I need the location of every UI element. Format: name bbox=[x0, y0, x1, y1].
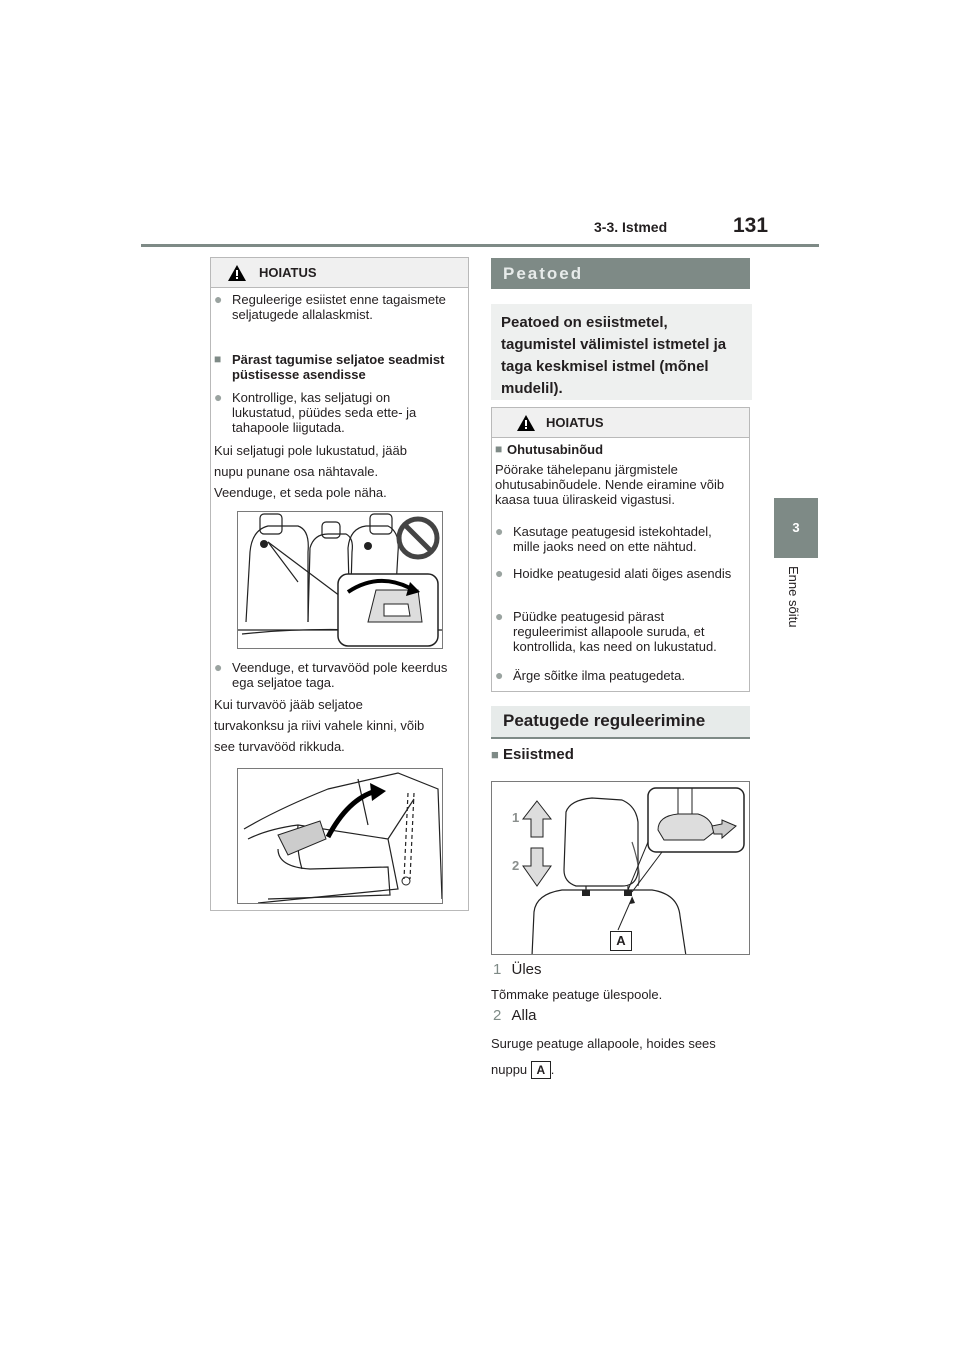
bullet-dot-icon: ● bbox=[214, 291, 223, 307]
seatbelt-illustration bbox=[237, 768, 443, 904]
bullet-item: ● Ärge sõitke ilma peatugedeta. bbox=[495, 667, 685, 683]
item-label: Üles bbox=[511, 961, 542, 978]
bullet-item: ● Veenduge, et turvavööd pole keerdus ega seljatoe taga. bbox=[214, 659, 448, 690]
list-item bbox=[493, 961, 542, 978]
figure-label-2: 2 bbox=[512, 858, 520, 873]
label-badge-a: A bbox=[531, 1061, 551, 1079]
bullet-item: ● Reguleerige esiistet enne tagaismete seljatugede allalaskmist. bbox=[214, 291, 446, 322]
warning-header bbox=[492, 408, 749, 438]
item-description: Suruge peatuge allapoole, hoides sees bbox=[491, 1036, 716, 1051]
warning-title: HOIATUS bbox=[259, 265, 317, 280]
item-label: Alla bbox=[511, 1007, 537, 1024]
seat-lock-drawing bbox=[238, 512, 443, 649]
bullet-dot-icon: ● bbox=[495, 565, 504, 581]
figure-label-a: A bbox=[610, 931, 632, 951]
list-item bbox=[493, 1007, 537, 1024]
sub-heading: ■ Ohutusabinõud bbox=[495, 442, 604, 457]
warning-triangle-icon bbox=[227, 264, 247, 282]
bullet-item: ● Kontrollige, kas seljatugi on lukustatud, püüdes seda ette- ja tahapoole liigutada. bbox=[214, 389, 417, 435]
paragraph: Pöörake tähelepanu järgmistele ohutusabinõudele. Nende eiramine võib kaasa tuua üliraskeid vigastusi. bbox=[495, 462, 725, 507]
bullet-item: ● Püüdke peatugesid pärast reguleerimist allapoole suruda, et kontrollida, kas need on lukustatud. bbox=[495, 608, 717, 654]
figure-label-1: 1 bbox=[512, 810, 520, 825]
chapter-title: Enne sõitu bbox=[786, 566, 801, 628]
sub-heading-front-seats: ■ Esiistmed bbox=[491, 746, 574, 763]
bullet-dot-icon: ● bbox=[495, 667, 504, 683]
bullet-item: ● Kasutage peatugesid istekohtadel, mille jaoks need on ette nähtud. bbox=[495, 523, 712, 554]
right-warning-box bbox=[491, 407, 750, 692]
seat-lock-illustration bbox=[237, 511, 443, 649]
bullet-dot-icon: ● bbox=[214, 659, 223, 675]
left-warning-box bbox=[210, 257, 469, 911]
item-number: 2 bbox=[493, 1007, 502, 1024]
chapter-tab: 3 bbox=[774, 498, 818, 558]
seatbelt-drawing bbox=[238, 769, 443, 904]
bullet-dot-icon: ● bbox=[495, 608, 504, 624]
section-title-headrests: Peatoed bbox=[491, 258, 750, 289]
warning-triangle-icon bbox=[516, 414, 536, 432]
headrest-illustration bbox=[491, 781, 750, 955]
header-rule bbox=[141, 244, 819, 247]
page-number: 131 bbox=[733, 214, 769, 237]
square-bullet-icon: ■ bbox=[491, 747, 499, 762]
headrest-drawing bbox=[492, 782, 750, 955]
square-bullet-icon: ■ bbox=[495, 442, 503, 456]
item-description: Tõmmake peatuge ülespoole. bbox=[491, 987, 663, 1002]
warning-header bbox=[211, 258, 468, 288]
paragraph: Kui turvavöö jääb seljatoe turvakonksu ja riivi vahele kinni, võib see turvavööd rikkuda. bbox=[214, 697, 425, 754]
item-description-cont: nuppu A . bbox=[491, 1062, 555, 1077]
sub-heading: ■ Pärast tagumise seljatoe seadmist püstisesse asendisse bbox=[214, 352, 445, 382]
bullet-dot-icon: ● bbox=[214, 389, 223, 405]
warning-title: HOIATUS bbox=[546, 415, 604, 430]
paragraph: Kui seljatugi pole lukustatud, jääb nupu punane osa nähtavale. Veenduge, et seda pole näha. bbox=[214, 443, 407, 500]
section-label: 3-3. Istmed bbox=[594, 219, 668, 235]
square-bullet-icon: ■ bbox=[214, 352, 222, 366]
item-number: 1 bbox=[493, 961, 502, 978]
bullet-dot-icon: ● bbox=[495, 523, 504, 539]
section-title-adjustment: Peatugede reguleerimine bbox=[491, 706, 750, 739]
bullet-item: ● Hoidke peatugesid alati õiges asendis bbox=[495, 565, 732, 581]
intro-box: Peatoed on esiistmetel, tagumistel välimistel istmetel ja taga keskmisel istmel (mõnel mudelil). bbox=[491, 304, 752, 400]
